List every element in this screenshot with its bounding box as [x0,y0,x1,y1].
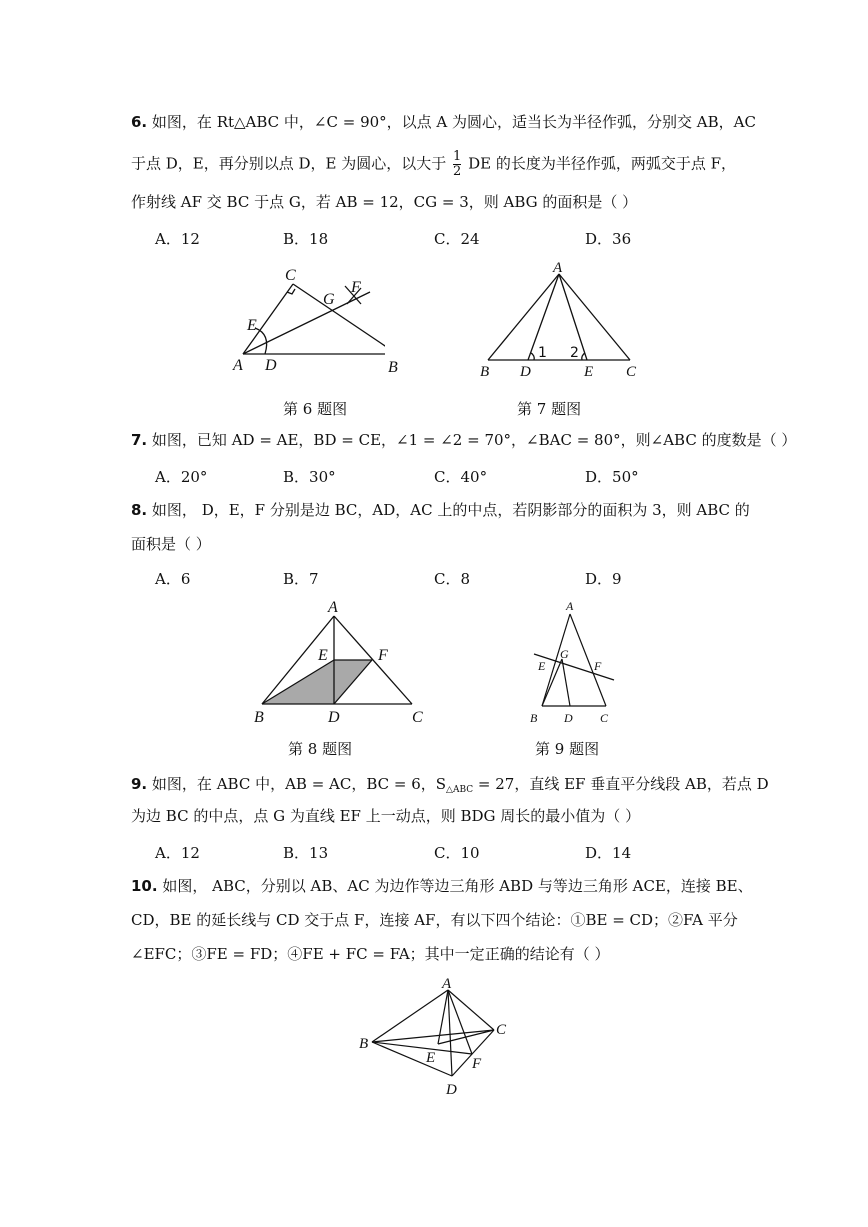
fig6-label-f: F [351,279,361,296]
q8-text-2: 面积是（ ） [131,535,211,553]
fig9-label-e: E [538,659,546,673]
figure-7 [474,258,644,382]
fig10-label-a: A [442,976,452,992]
q10-text-1: 如图， ABC，分别以 AB、AC 为边作等边三角形 ABD 与等边三角形 ACE，连接 BE、 [162,877,753,895]
q8-number: 8. [131,501,148,519]
fig10-label-d: D [446,1082,457,1098]
fig7-label-e: E [584,364,594,380]
q8-line-1 [131,500,750,520]
q9-option-d: D．14 [585,844,632,862]
q7-number: 7. [131,431,148,449]
q6-line-3 [131,192,637,212]
fig7-label-c: C [626,364,637,380]
q8-line-2 [131,534,211,554]
q7-line-1 [131,430,796,450]
fig7-angle-2: 2 [570,345,579,361]
q10-line-1 [131,876,753,896]
q8-text-1: 如图， D，E，F 分别是边 BC，AD，AC 上的中点，若阴影部分的面积为 3，则 ABC 的 [151,501,750,519]
q10-text-3: ∠EFC；③FE = FD；④FE + FC = FA；其中一定正确的结论有（ ） [131,945,610,963]
q8-option-a: A．6 [155,570,191,588]
fig6-caption: 第 6 题图 [283,400,348,418]
q6-fraction-den: 2 [453,164,462,179]
q9-line-1 [131,774,769,800]
fig9-label-b: B [530,711,538,725]
fig8-caption: 第 8 题图 [288,740,353,758]
fig9-label-f: F [594,659,602,673]
q6-line-2 [131,150,736,179]
q9-line-2 [131,806,640,826]
q7-option-a: A．20° [155,468,208,486]
q9-number: 9. [131,775,148,793]
fig6-label-e: E [247,317,257,334]
fig7-angle-1: 1 [538,345,547,361]
q9-option-a: A．12 [155,844,200,862]
fig6-label-d: D [265,357,277,374]
fig7-label-a: A [553,260,563,276]
fig8-label-e: E [318,647,328,664]
q6-option-c: C．24 [434,230,480,248]
fig8-label-c: C [412,709,423,726]
fig7-caption: 第 7 题图 [517,400,582,418]
q6-number: 6. [131,113,148,131]
q9-option-c: C．10 [434,844,480,862]
q8-option-c: C．8 [434,570,471,588]
fig6-label-g: G [323,291,335,308]
figure-6 [225,262,385,382]
fig9-label-a: A [566,599,574,613]
fig10-label-f: F [472,1056,482,1072]
figure-9 [526,596,626,726]
q8-option-d: D．9 [585,570,622,588]
q6-option-a: A．12 [155,230,200,248]
fig8-label-b: B [254,709,264,726]
fig7-label-b: B [480,364,490,380]
figure-10 [356,974,516,1100]
fig8-shaded-region [262,660,372,704]
q10-line-2 [131,910,738,930]
q10-number: 10. [131,877,158,895]
fig10-label-e: E [426,1050,436,1066]
q7-text-1: 如图，已知 AD = AE，BD = CE，∠1 = ∠2 = 70°，∠BAC = 80°，则∠ABC 的度数是（ ） [151,431,797,449]
fig9-caption: 第 9 题图 [535,740,600,758]
q9-area-subscript: △ABC [446,785,474,795]
q6-option-b: B．18 [283,230,329,248]
fig9-label-d: D [564,711,573,725]
q6-text-2b: DE 的长度为半径作弧，两弧交于点 F， [468,154,737,173]
q6-option-d: D．36 [585,230,632,248]
q9-text-1b: = 27，直线 EF 垂直平分线段 AB，若点 D [473,775,769,793]
fig8-label-a: A [328,599,338,616]
q9-text-2: 为边 BC 的中点，点 G 为直线 EF 上一动点，则 BDG 周长的最小值为（ ） [131,807,641,825]
fig10-label-c: C [496,1022,507,1038]
fig9-label-c: C [600,711,609,725]
q6-fraction [453,150,461,179]
q7-option-d: D．50° [585,468,639,486]
q6-text-1: 如图，在 Rt△ABC 中，∠C = 90°，以点 A 为圆心，适当长为半径作弧，分别交 AB，AC [151,113,756,131]
q6-fraction-num: 1 [453,149,462,164]
fig10-label-b: B [359,1036,369,1052]
q7-option-c: C．40° [434,468,488,486]
q9-text-1a: 如图，在 ABC 中，AB = AC，BC = 6，S [151,775,447,793]
q10-text-2: CD，BE 的延长线与 CD 交于点 F，连接 AF，有以下四个结论：①BE = CD；②FA 平分 [131,911,738,929]
q6-text-2a: 于点 D，E，再分别以点 D，E 为圆心，以大于 [131,154,447,173]
fig6-label-c: C [285,267,296,284]
fig8-label-f: F [378,647,388,664]
fig9-label-g: G [560,647,569,661]
q6-line-1 [131,112,756,132]
q9-option-b: B．13 [283,844,329,862]
fig8-label-d: D [328,709,340,726]
q6-text-3: 作射线 AF 交 BC 于点 G，若 AB = 12，CG = 3，则 ABG 的面积是（ ） [131,193,638,211]
fig6-label-b: B [388,359,398,376]
fig7-label-d: D [520,364,531,380]
figure-6-b [385,348,405,378]
figure-8 [250,594,440,734]
fig6-label-a: A [233,357,243,374]
q7-option-b: B．30° [283,468,336,486]
q10-line-3 [131,944,609,964]
q8-option-b: B．7 [283,570,319,588]
